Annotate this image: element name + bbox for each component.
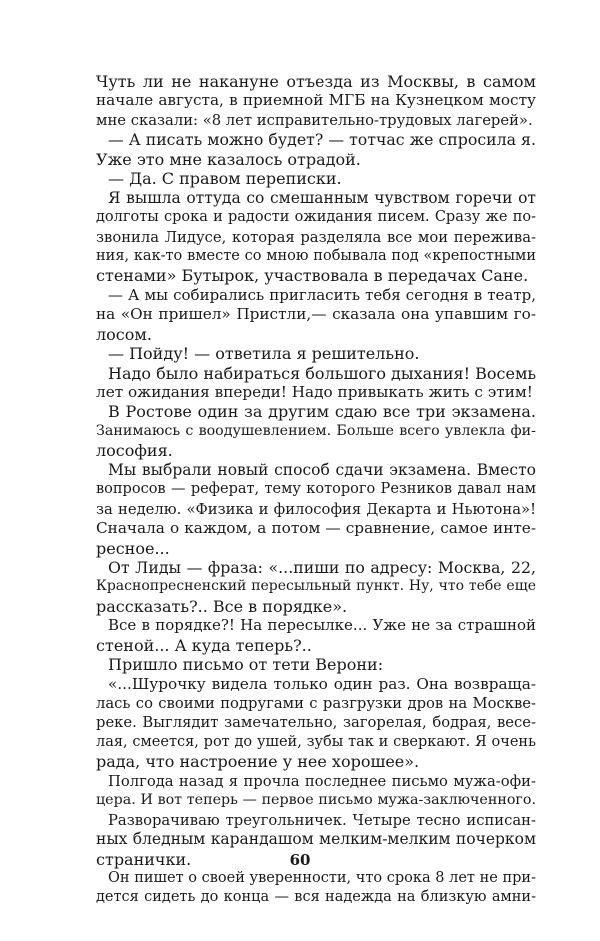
text-line: — А мы собирались пригласить тебя сегодня в театр,: [108, 285, 536, 304]
text-line: Чуть ли не накануне отъезда из Москвы, в самом: [96, 72, 536, 91]
text-line: лосом.: [96, 324, 152, 344]
text-line: Занимаюсь с воодушевлением. Больше всего увлекла фи-: [96, 422, 536, 439]
text-line: Краснопресненский пересыльный пункт. Ну, что тебе еще: [96, 578, 536, 595]
body-text: [96, 72, 536, 908]
text-line: лая, смеется, рот до ушей, зубы так и сверкают. Я очень: [96, 733, 536, 750]
text-line: Все в порядке?! На пересылке... Уже не за страшной: [108, 616, 536, 635]
text-line: на «Он пришел» Пристли,— сказала она упавшим го-: [96, 305, 536, 324]
text-line: звонила Лидусе, которая разделяла все мои пережива-: [96, 228, 536, 246]
text-line: лет ожидания впереди! Надо привыкать жить с этим!: [96, 383, 533, 401]
text-line: начале августа, в приемной МГБ на Кузнецком мосту: [96, 91, 536, 110]
text-line: Полгода назад я прочла последнее письмо мужа-офи-: [108, 772, 536, 790]
page-number: 60: [289, 851, 311, 869]
text-line: лась со своими подругами с разгрузки дров на Москве-: [96, 695, 536, 712]
text-line: долготы срока и радости ожидания писем. Сразу же по-: [96, 209, 536, 226]
text-line: — Да. С правом переписки.: [108, 169, 342, 189]
text-line: ния, как-то вместе со мною побывала под «крепостными: [96, 247, 536, 264]
text-line: рада, что настроение у нее хорошее».: [96, 752, 420, 772]
text-line: От Лиды — фраза: «...пиши по адресу: Москва, 22,: [108, 557, 536, 577]
text-line: Сначала о каждом, а потом — сравнение, самое инте-: [96, 519, 536, 538]
text-line: реке. Выглядит замечательно, загорелая, бодрая, весе-: [96, 714, 536, 732]
text-line: Пришло письмо от тети Верони:: [108, 655, 384, 675]
text-line: дется сидеть до конца — вся надежда на близкую амни-: [96, 889, 536, 906]
text-line: мне сказали: «8 лет исправительно-трудовых лагерей».: [96, 111, 533, 129]
text-line: ресное...: [96, 538, 170, 558]
text-line: Надо было набираться большого дыхания! Восемь: [108, 363, 537, 383]
text-line: лософия.: [96, 441, 173, 461]
text-line: вопросов — реферат, тему которого Резников давал нам: [96, 481, 536, 498]
text-line: ных бледным карандашом мелким-мелким почерком: [96, 830, 536, 849]
text-line: Я вышла оттуда со смешанным чувством горечи от: [108, 188, 536, 207]
text-line: цера. И вот теперь — первое письмо мужа-заключенного.: [96, 792, 536, 809]
text-line: стеной... А куда теперь?..: [96, 635, 312, 655]
text-line: «...Шурочку видела только один раз. Она возвраща-: [108, 674, 536, 693]
text-line: за неделю. «Физика и философия Декарта и Ньютона»!: [96, 500, 536, 518]
text-line: — А писать можно будет? — тотчас же спросила я.: [108, 130, 536, 150]
text-line: странички.: [96, 849, 192, 869]
text-line: — Пойду! — ответила я решительно.: [108, 344, 420, 364]
text-line: Он пишет о своей уверенности, что срока 8 лет не при-: [108, 869, 536, 886]
text-line: Разворачиваю треугольничек. Четыре тесно исписан-: [108, 811, 536, 829]
text-line: рассказать?.. Все в порядке».: [96, 596, 348, 616]
text-line: стенами» Бутырок, участвовала в передачах Сане.: [96, 266, 529, 286]
text-line: Мы выбрали новый способ сдачи экзамена. Вместо: [108, 460, 536, 479]
text-line: Уже это мне казалось отрадой.: [96, 149, 361, 169]
text-line: В Ростове один за другим сдаю все три экзамена.: [108, 402, 536, 422]
